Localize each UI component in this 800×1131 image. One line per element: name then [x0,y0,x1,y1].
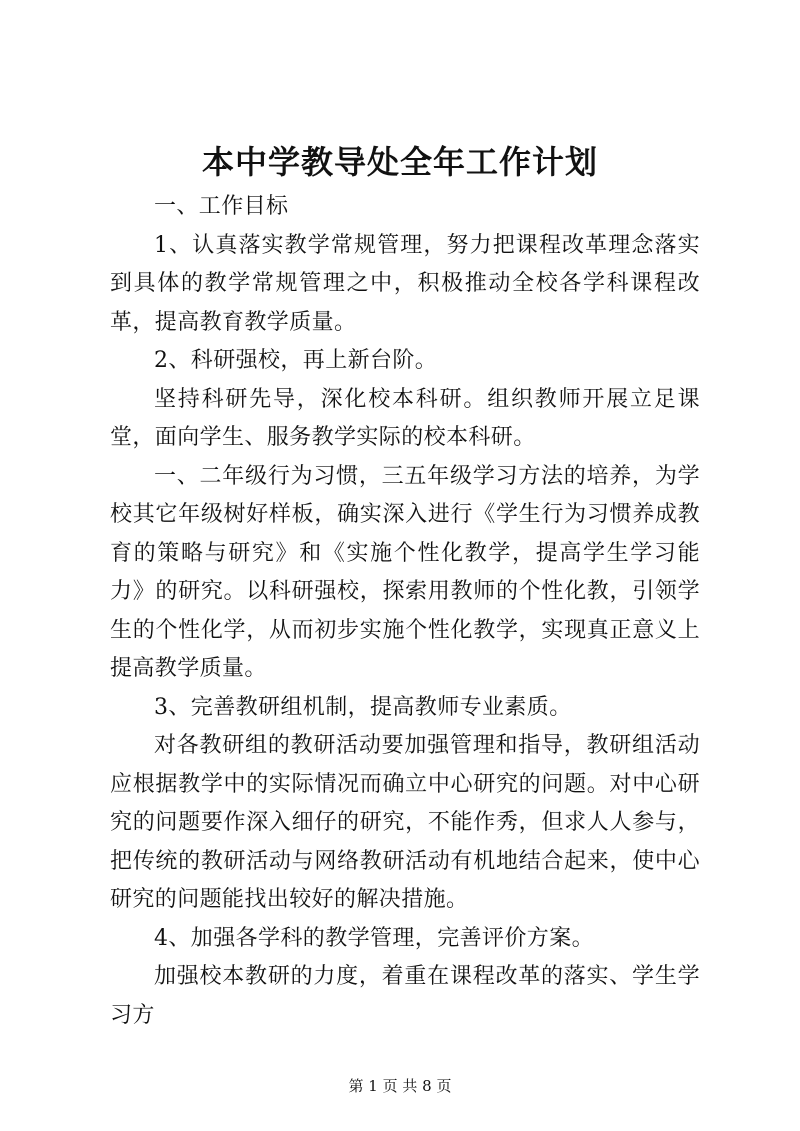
paragraph-research: 坚持科研先导，深化校本科研。组织教师开展立足课堂，面向学生、服务教学实际的校本科研。 [110,386,700,450]
paragraph-item-4: 4、加强各学科的教学管理，完善评价方案。 [154,925,594,951]
paragraph-item-2: 2、科研强校，再上新台阶。 [154,348,438,373]
page-number-footer: 第 1 页 共 8 页 [348,1077,452,1095]
document-title: 本中学教导处全年工作计划 [201,143,598,181]
paragraph-item-3: 3、完善教研组机制，提高教师专业素质。 [154,694,572,720]
paragraph-teaching-groups: 对各教研组的教研活动要加强管理和指导，教研组活动应根据教学中的实际情况而确立中心研究的问题。对中心研究的问题要作深入细仔的研究，不能作秀，但求人人参与，把传统的教研活动与网络教研活动有机地结合起来，使中心研究的问题能找出较好的解决措施。 [110,733,700,912]
paragraph-grade-habits: 一、二年级行为习惯，三五年级学习方法的培养，为学校其它年级树好样板，确实深入进行《学生行为习惯养成教育的策略与研究》和《实施个性化教学，提高学生学习能力》的研究。以科研强校，探索用教师的个性化教，引领学生的个性化学，从而初步实施个性化教学，实现真正意义上提高教学质量。 [110,463,700,681]
paragraph-item-1: 1、认真落实教学常规管理，努力把课程改革理念落实到具体的教学常规管理之中，积极推动全校各学科课程改革，提高教育教学质量。 [110,232,700,335]
document-body [110,188,700,1035]
section-heading-goals: 一、工作目标 [154,194,289,219]
paragraph-school-research: 加强校本教研的力度，着重在课程改革的落实、学生学习方 [110,964,700,1028]
